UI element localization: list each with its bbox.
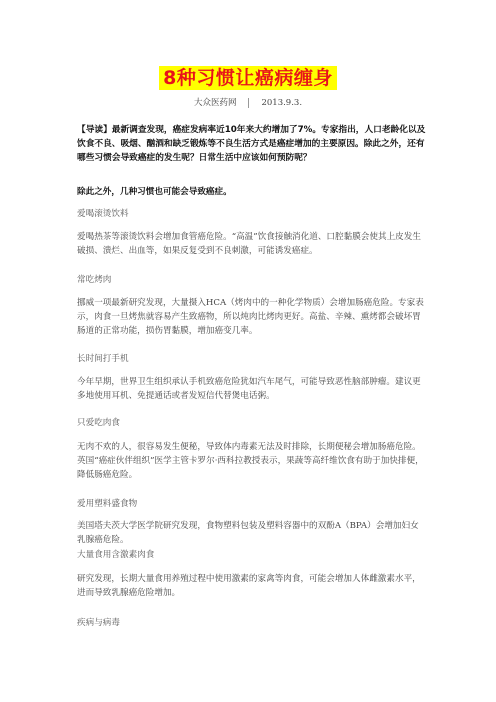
section-text: 无肉不欢的人，很容易发生便秘，导致体内毒素无法及时排除，长期便秘会增加肠癌危险。英国“癌症伙伴组织”医学主管卡罗尔·西科拉教授表示，果蔬等高纤维饮食有助于加快排便，降低肠癌危险。	[77, 442, 424, 480]
section-heading: 爱用塑料盛食物	[77, 499, 138, 509]
meta-divider	[248, 98, 249, 108]
section-text: 今年早期，世界卫生组织承认手机致癌危险犹如汽车尾气，可能导致恶性脑部肿瘤。建议更多地使用耳机、免提通话或者发短信代替煲电话粥。	[77, 377, 421, 401]
section-heading: 长时间打手机	[77, 354, 129, 364]
article-title: 8种习惯让癌病缠身	[159, 66, 337, 90]
article-meta	[0, 97, 496, 109]
section-heading: 疾病与病毒	[77, 618, 120, 628]
section-heading: 大量食用含激素肉食	[77, 550, 155, 560]
section-heading: 爱喝滚烫饮料	[77, 209, 129, 219]
intro-line: 除此之外，几种习惯也可能会导致癌症。	[77, 187, 232, 197]
section-text: 美国塔夫茨大学医学院研究发现，食物塑料包装及塑料容器中的双酚A（BPA）会增加妇女乳腺癌危险。	[77, 521, 419, 545]
section-heading: 只爱吃肉食	[77, 418, 120, 428]
section-text: 研究发现，长期大量食用养殖过程中使用激素的家禽等肉食，可能会增加人体雌激素水平，进而导致乳腺癌危险增加。	[77, 574, 421, 598]
lead-paragraph: 【导读】最新调查发现，癌症发病率近10年来大约增加了7%。专家指出，人口老龄化以及饮食不良、吸烟、酗酒和缺乏锻炼等不良生活方式是癌症增加的主要原因。除此之外，还有哪些习惯会导致癌症的发生呢？日常生活中应该如何预防呢？	[77, 125, 426, 163]
source-name: 大众医药网	[193, 98, 237, 108]
publish-date: 2013.9.3.	[261, 98, 303, 108]
title-wrap	[0, 66, 496, 90]
section-text: 爱喝热茶等滚烫饮料会增加食管癌危险。“高温”饮食接触消化道、口腔黏膜会使其上皮发生破损、溃烂、出血等，如果反复受到不良刺激，可能诱发癌症。	[77, 232, 421, 256]
section-text: 挪威一项最新研究发现，大量摄入HCA（烤肉中的一种化学物质）会增加肠癌危险。专家表示，肉食一旦烤焦就容易产生致癌物，所以炖肉比烤肉更好。高盐、辛辣、熏烤都会破坏胃肠道的正常功能，损伤胃黏膜，增加癌变几率。	[77, 298, 424, 336]
section-heading: 常吃烤肉	[77, 275, 112, 285]
